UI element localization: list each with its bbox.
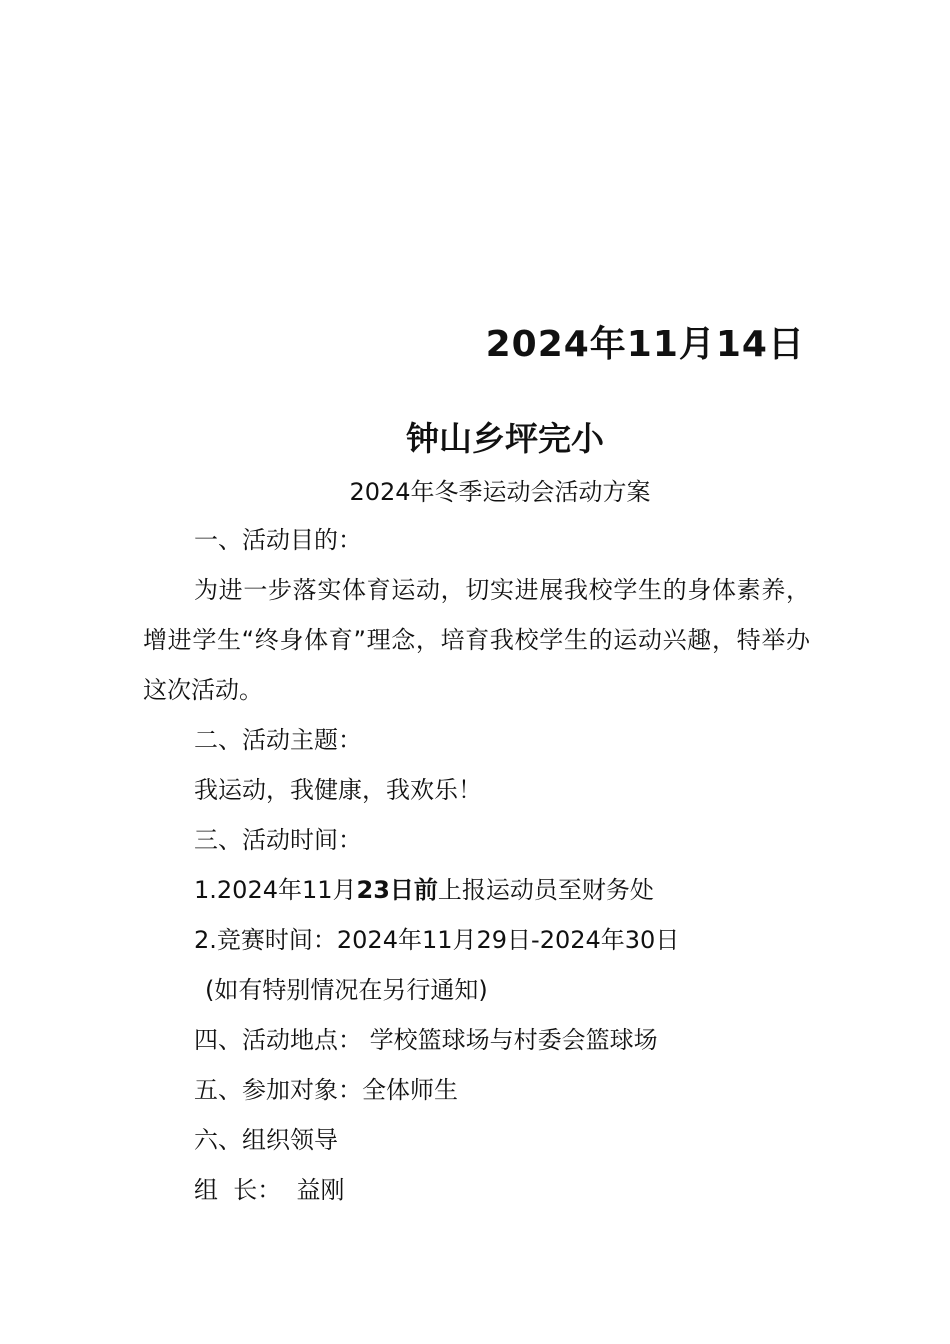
plan-title: 2024年冬季运动会活动方案 — [349, 478, 651, 506]
section-heading-leadership: 六、组织领导 — [194, 1126, 338, 1154]
document-body — [143, 515, 810, 1215]
time-item-1-suffix: 上报运动员至财务处 — [437, 876, 654, 904]
time-item-1-prefix: 1.2024年11月 — [194, 876, 357, 904]
section-venue: 四、活动地点： 学校篮球场与村委会篮球场 — [194, 1026, 658, 1054]
leadership-leader: 组 长： 益刚 — [194, 1176, 345, 1204]
document-date: 2024年11月14日 — [485, 324, 805, 365]
section-heading-theme: 二、活动主题： — [194, 726, 362, 754]
organization-title: 钟山乡坪完小 — [406, 419, 604, 458]
time-item-1 — [143, 865, 810, 915]
purpose-paragraph: 为进一步落实体育运动，切实进展我校学生的身体素养，增进学生“终身体育”理念，培育我校学生的运动兴趣，特举办这次活动。 — [143, 576, 810, 704]
section-heading-time: 三、活动时间： — [194, 826, 362, 854]
section-participants: 五、参加对象：全体师生 — [194, 1076, 458, 1104]
section-heading-purpose: 一、活动目的： — [194, 526, 362, 554]
time-note: (如有特别情况在另行通知) — [205, 976, 488, 1004]
theme-text: 我运动，我健康，我欢乐！ — [194, 776, 482, 804]
time-item-2: 2.竞赛时间：2024年11月29日-2024年30日 — [194, 926, 680, 954]
time-item-1-deadline: 23日前 — [356, 876, 438, 904]
